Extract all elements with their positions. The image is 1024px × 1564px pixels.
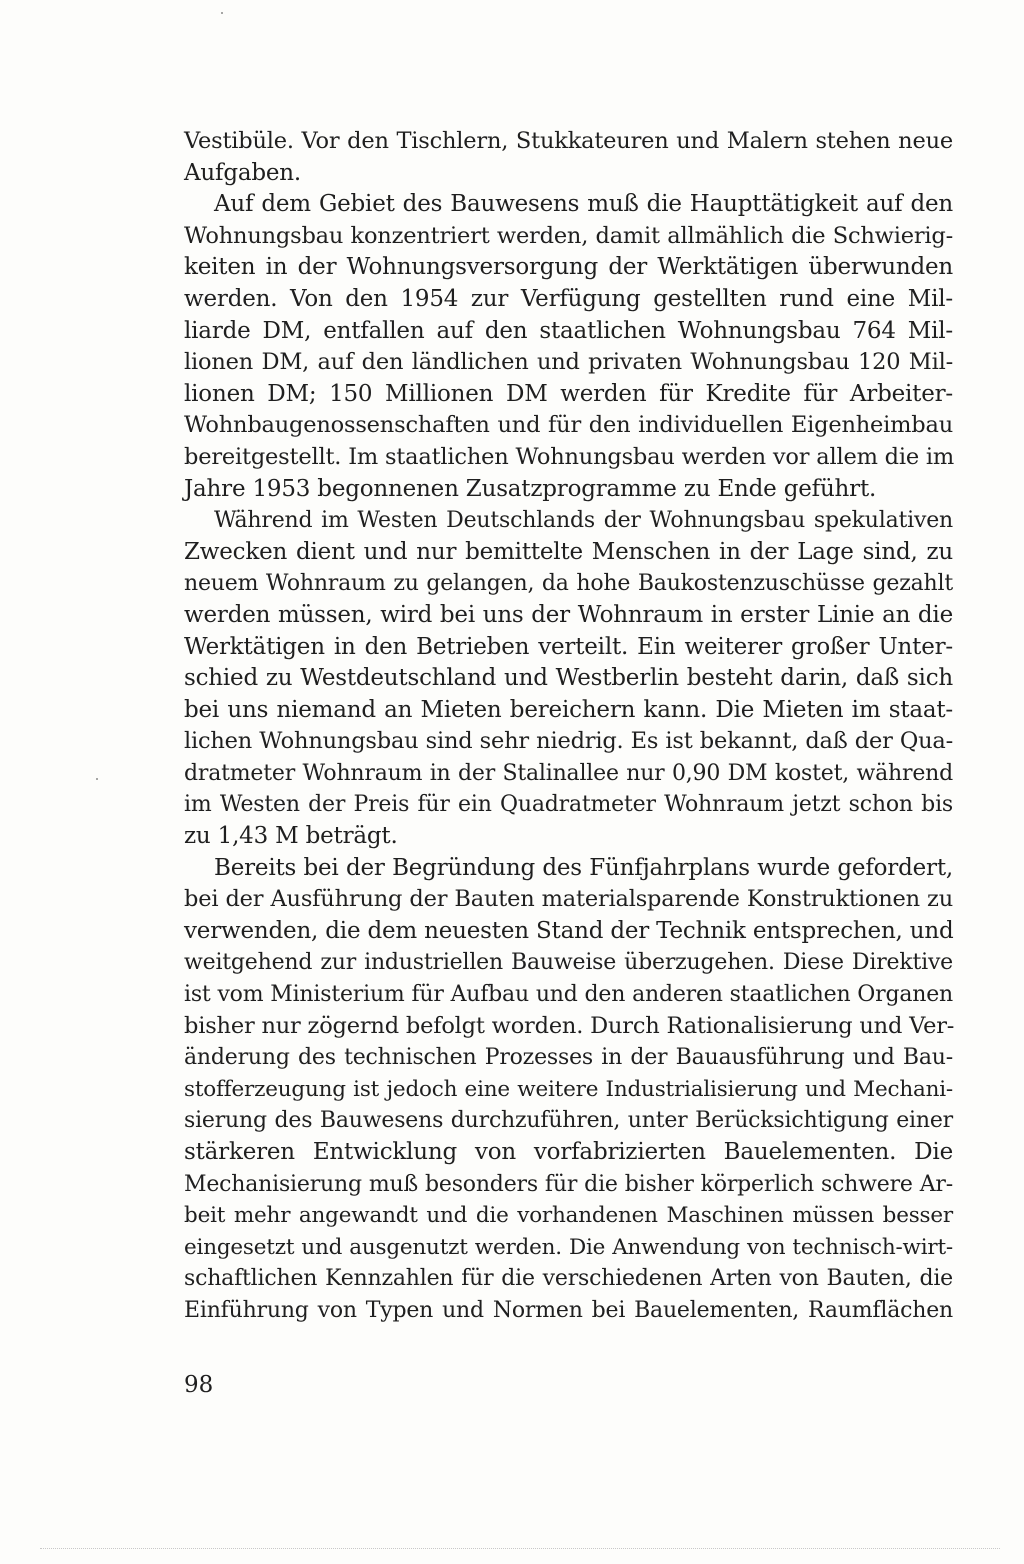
text-line: Wohnungsbau konzentriert werden, damit allmählich die Schwierig- <box>184 222 953 249</box>
page-number: 98 <box>184 1372 214 1398</box>
text-line: verwenden, die dem neuesten Stand der Technik entsprechen, und <box>184 917 954 944</box>
text-line: Bereits bei der Begründung des Fünfjahrplans wurde gefordert, <box>214 854 953 881</box>
text-line: bei der Ausführung der Bauten materialsparende Konstruktionen zu <box>184 886 953 913</box>
text-line: Während im Westen Deutschlands der Wohnungsbau spekulativen <box>214 508 953 534</box>
text-line: Jahre 1953 begonnenen Zusatzprogramme zu Ende geführt. <box>184 475 877 502</box>
body-text <box>184 126 953 1327</box>
text-line: bereitgestellt. Im staatlichen Wohnungsbau werden vor allem die im <box>184 443 955 470</box>
text-line: stofferzeugung ist jedoch eine weitere Industrialisierung und Mechani- <box>184 1076 953 1102</box>
text-line: Aufgaben. <box>184 159 302 186</box>
text-line: keiten in der Wohnungsversorgung der Werktätigen überwunden <box>184 254 953 281</box>
paper-speck <box>221 12 223 14</box>
text-line: schaftlichen Kennzahlen für die verschiedenen Arten von Bauten, die <box>184 1266 953 1292</box>
text-line: zu 1,43 M beträgt. <box>184 823 398 850</box>
text-line: dratmeter Wohnraum in der Stalinallee nur 0,90 DM kostet, während <box>184 760 953 786</box>
text-line: Auf dem Gebiet des Bauwesens muß die Haupttätigkeit auf den <box>214 191 953 218</box>
text-line: bei uns niemand an Mieten bereichern kann. Die Mieten im staat- <box>184 696 953 723</box>
text-line: Werktätigen in den Betrieben verteilt. Ein weiterer großer Unter- <box>184 633 953 660</box>
paper-speck <box>96 778 98 780</box>
text-line: weitgehend zur industriellen Bauweise überzugehen. Diese Direktive <box>184 950 953 976</box>
text-line: beit mehr angewandt und die vorhandenen Maschinen müssen besser <box>184 1203 953 1229</box>
text-line: Wohnbaugenossenschaften und für den individuellen Eigenheimbau <box>184 412 953 439</box>
text-line: lionen DM, auf den ländlichen und privaten Wohnungsbau 120 Mil- <box>184 349 953 376</box>
text-line: werden. Von den 1954 zur Verfügung gestellten rund eine Mil- <box>184 285 953 312</box>
text-line: liarde DM, entfallen auf den staatlichen Wohnungsbau 764 Mil- <box>184 317 953 344</box>
text-line: änderung des technischen Prozesses in der Bauausführung und Bau- <box>184 1045 953 1071</box>
text-line: neuem Wohnraum zu gelangen, da hohe Baukostenzuschüsse gezahlt <box>184 571 953 597</box>
text-line: sierung des Bauwesens durchzuführen, unter Berücksichtigung einer <box>184 1108 953 1134</box>
text-line: lichen Wohnungsbau sind sehr niedrig. Es ist bekannt, daß der Qua- <box>184 728 953 755</box>
text-line: Einführung von Typen und Normen bei Bauelementen, Raumflächen <box>184 1297 953 1323</box>
text-line: schied zu Westdeutschland und Westberlin besteht darin, daß sich <box>184 665 953 692</box>
text-line: im Westen der Preis für ein Quadratmeter Wohnraum jetzt schon bis <box>184 792 953 818</box>
text-line: lionen DM; 150 Millionen DM werden für Kredite für Arbeiter- <box>184 380 953 407</box>
text-line: Zwecken dient und nur bemittelte Menschen in der Lage sind, zu <box>184 538 953 565</box>
text-line: ist vom Ministerium für Aufbau und den anderen staatlichen Organen <box>184 982 953 1008</box>
text-line: Vestibüle. Vor den Tischlern, Stukkateuren und Malern stehen neue <box>184 128 953 154</box>
text-line: stärkeren Entwicklung von vorfabrizierten Bauelementen. Die <box>184 1139 953 1165</box>
text-line: Mechanisierung muß besonders für die bisher körperlich schwere Ar- <box>184 1171 953 1197</box>
text-line: bisher nur zögernd befolgt worden. Durch Rationalisierung und Ver- <box>184 1012 955 1039</box>
text-line: eingesetzt und ausgenutzt werden. Die Anwendung von technisch-wirt- <box>184 1234 953 1260</box>
text-line: werden müssen, wird bei uns der Wohnraum in erster Linie an die <box>184 601 953 628</box>
scan-edge <box>40 1548 1000 1550</box>
